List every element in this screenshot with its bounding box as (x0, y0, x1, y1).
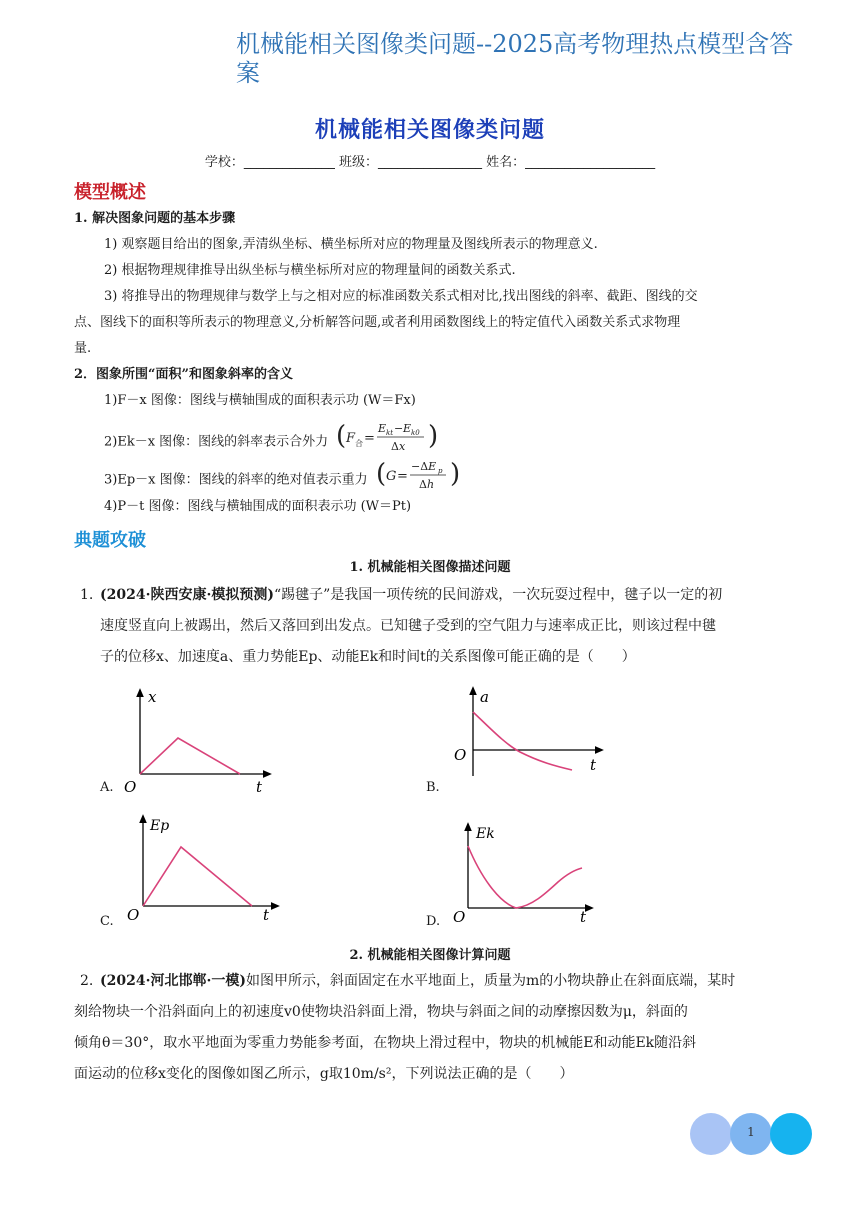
svg-text:E: E (403, 422, 412, 435)
option-a-graph (118, 686, 278, 796)
page-number: 1 (747, 1125, 755, 1139)
option-c-origin: O (127, 906, 140, 924)
option-d-origin: O (453, 908, 466, 924)
overview-heading-1: 1. 解决图象问题的基本步骤 (74, 211, 236, 226)
page-number-badge (690, 1113, 815, 1155)
option-c-y-label: Ep (150, 818, 170, 834)
option-d-t-label: t (580, 908, 587, 924)
svg-text:k0: k0 (411, 429, 421, 437)
svg-text:p: p (437, 467, 443, 475)
svg-text:=: = (364, 431, 376, 446)
option-b-t-label: t (590, 756, 597, 774)
overview-step-2: 2) 根据物理规律推导出纵坐标与横坐标所对应的物理量间的函数关系式. (104, 263, 516, 278)
question-2-line4: 面运动的位移x变化的图像如图乙所示，g取10m/s²，下列说法正确的是（ ） (74, 1066, 574, 1082)
overview-heading-2: 2．图象所围“面积”和图象斜率的含义 (74, 367, 294, 382)
svg-text:合: 合 (355, 439, 364, 448)
option-c-graph (118, 812, 288, 926)
option-a-t-label: t (256, 778, 263, 796)
option-a-label: A. (100, 780, 114, 795)
svg-text:): ) (449, 459, 460, 489)
overview-step-1: 1) 观察题目给出的图象,弄清纵坐标、横坐标所对应的物理量及图线所表示的物理意义. (104, 237, 598, 252)
question-2-line2: 刻给物块一个沿斜面向上的初速度v0使物块沿斜面上滑，物块与斜面之间的动摩擦因数为μ，斜面的 (74, 1004, 688, 1020)
option-b-graph (450, 684, 610, 784)
question-1-number: 1. (80, 587, 94, 603)
question-1 (74, 580, 790, 673)
svg-text:): ) (428, 421, 439, 451)
svg-text:Δx: Δx (391, 440, 406, 453)
option-d-y-label: Ek (476, 826, 495, 842)
svg-text:=: = (396, 469, 408, 484)
option-b-label: B. (426, 780, 440, 795)
meaning-item-4: 4)P－t 图像：图线与横轴围成的面积表示功 (W＝Pt) (104, 499, 412, 514)
svg-text:F: F (346, 431, 356, 446)
option-c-curve (143, 847, 252, 906)
question-1-source: (2024·陕西安康·模拟预测) (100, 587, 274, 603)
svg-text:−: − (394, 422, 404, 435)
question-1-line1: “踢毽子”是我国一项传统的民间游戏，一次玩耍过程中，毽子以一定的初 (273, 587, 723, 603)
question-2-line1: 如图甲所示，斜面固定在水平地面上，质量为m的小物块静止在斜面底端，某时 (245, 973, 736, 989)
option-d-label: D. (426, 914, 441, 929)
svg-text:Δh: Δh (418, 478, 434, 491)
svg-text:E: E (378, 422, 387, 435)
svg-text:G: G (385, 469, 397, 484)
question-2 (74, 966, 790, 1090)
meaning-item-3-text: 3)Ep－x 图像：图线的斜率的绝对值表示重力 (104, 472, 368, 488)
question-1-line3: 子的位移x、加速度a、重力势能Ep、动能Ek和时间t的关系图像可能正确的是（ ） (100, 649, 636, 665)
option-c-label: C. (100, 914, 114, 929)
option-c-t-label: t (263, 906, 270, 924)
meaning-item-1: 1)F－x 图像：图线与横轴围成的面积表示功 (W＝Fx) (104, 393, 416, 408)
option-d-graph (450, 820, 600, 924)
svg-text:(: ( (375, 459, 386, 489)
option-d-curve (468, 846, 582, 908)
option-b-origin: O (454, 746, 467, 764)
option-b-y-label: a (480, 688, 489, 706)
svg-text:−ΔE: −ΔE (410, 460, 436, 473)
subsection-heading-1: 1. 机械能相关图像描述问题 (349, 560, 511, 575)
student-info-line: 学校：______________ 班级：________________ 姓名：____________________ (204, 155, 656, 170)
question-2-line3: 倾角θ＝30°，取水平地面为零重力势能参考面，在物块上滑过程中，物块的机械能E和动能Ek随沿斜 (74, 1035, 697, 1051)
main-title: 机械能相关图像类问题 (314, 118, 545, 143)
question-2-source: (2024·河北邯郸·一模) (100, 973, 246, 989)
document-title: 机械能相关图像类问题--2025高考物理热点模型含答案 (236, 30, 794, 87)
section-heading-overview: 模型概述 (74, 182, 146, 203)
overview-step-3-line1: 3) 将推导出的物理规律与数学上与之相对应的标准函数关系式相对比,找出图线的斜率、截距、图线的交 (104, 289, 698, 304)
overview-step-3-line3: 量. (74, 341, 92, 356)
option-a-y-label: x (148, 688, 157, 706)
option-b-curve (473, 712, 572, 770)
option-a-curve (140, 738, 240, 774)
question-2-number: 2. (80, 973, 94, 989)
option-a-origin: O (124, 778, 137, 796)
svg-text:(: ( (336, 421, 347, 451)
meaning-item-2-text: 2)Ek－x 图像：图线的斜率表示合外力 (104, 434, 329, 450)
overview-step-3-line2: 点、图线下的面积等所表示的物理意义,分析解答问题,或者利用函数图线上的特定值代入函数关系式求物理 (74, 315, 681, 330)
section-heading-examples: 典题攻破 (74, 530, 146, 551)
svg-text:kt: kt (386, 429, 394, 437)
subsection-heading-2: 2. 机械能相关图像计算问题 (349, 948, 511, 963)
question-1-line2: 速度竖直向上被踢出，然后又落回到出发点。已知毽子受到的空气阻力与速率成正比，则该过程中毽 (100, 618, 716, 634)
